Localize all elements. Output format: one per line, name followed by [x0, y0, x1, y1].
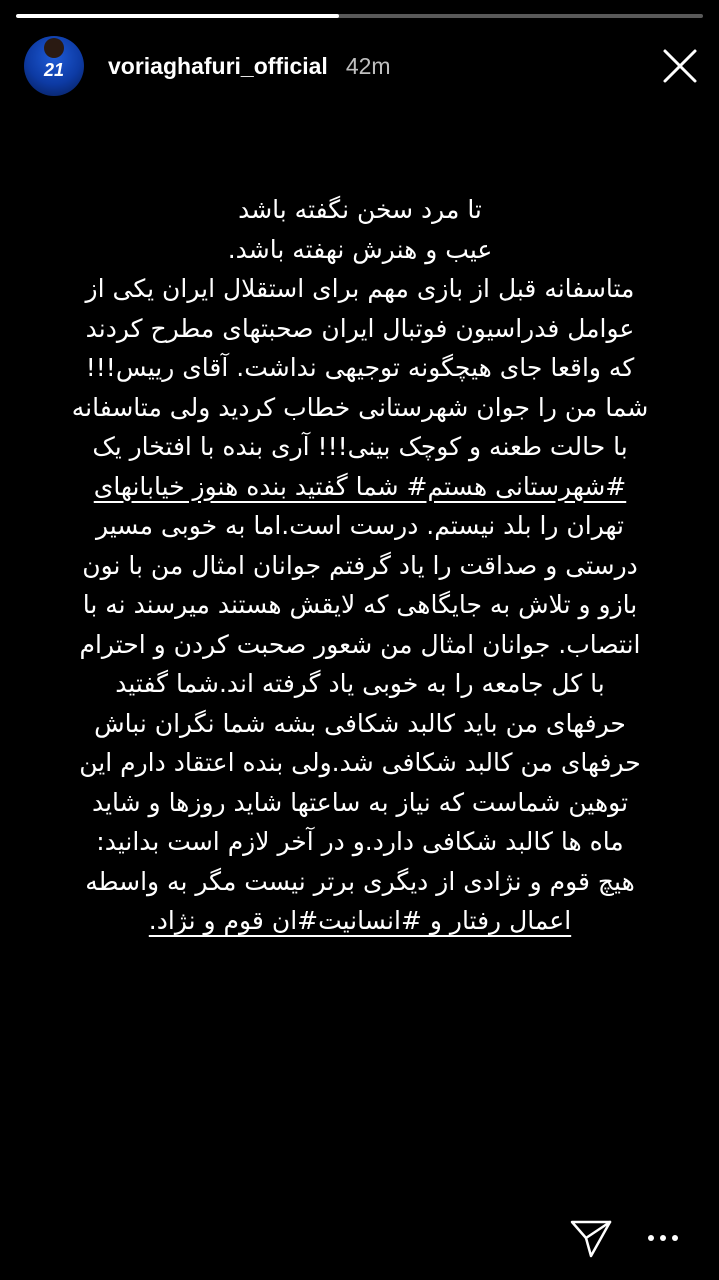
story-text-line: بازو و تلاش به جایگاهی که لایقش هستند میرسند نه با — [82, 590, 638, 619]
story-text-line: که واقعا جای هیچگونه توجیهی نداشت. آقای رییس!!! — [85, 353, 635, 382]
close-icon — [662, 48, 698, 84]
story-text-line: اعمال رفتار و #انسانیت#ان قوم و نژاد. — [148, 906, 572, 935]
more-button[interactable] — [640, 1215, 686, 1261]
story-text-line: با حالت طعنه و کوچک بینی!!! آری بنده با افتخار یک — [92, 432, 628, 461]
story-text-line: درستی و صداقت را یاد گرفتم جوانان امثال من با نون — [82, 550, 638, 580]
story-text-line: عوامل فدراسیون فوتبال ایران صحبتهای مطرح کردند — [85, 313, 635, 343]
username[interactable]: voriaghafuri_official — [108, 52, 328, 79]
story-text-line: شما من را جوان شهرستانی خطاب کردید ولی متاسفانه — [71, 392, 649, 422]
avatar-jersey-number: 21 — [43, 60, 65, 80]
avatar-head — [44, 38, 64, 58]
story-text-line: انتصاب. جوانان امثال من شعور صحبت کردن و احترام — [79, 629, 641, 659]
story-text-line: با کل جامعه را به خوبی یاد گرفته اند.شما گفتید — [115, 669, 605, 698]
story-text-line: ماه ها کالبد شکافی دارد.و در آخر لازم است بدانید: — [96, 827, 624, 856]
story-text-line: #شهرستانی هستم# شما گفتید بنده هنوز خیابانهای — [93, 471, 627, 501]
send-button[interactable] — [568, 1215, 614, 1261]
story-text — [28, 190, 692, 941]
story-text-line: هیچ قوم و نژادی از دیگری برتر نیست مگر به واسطه — [85, 866, 635, 896]
story-progress-fill — [16, 14, 339, 18]
paper-plane-icon — [569, 1216, 613, 1260]
story-text-line: عیب و هنرش نهفته باشد. — [227, 234, 493, 264]
story-text-line: حرفهای من باید کالبد شکافی بشه شما نگران نباش — [94, 708, 626, 738]
story-header — [24, 34, 704, 98]
story-text-line: متاسفانه قبل از بازی مهم برای استقلال ایران یکی از — [85, 274, 635, 303]
story-text-line: حرفهای من کالبد شکافی شد.ولی بنده اعتقاد دارم این — [79, 748, 641, 777]
timestamp: 42m — [345, 52, 391, 79]
avatar[interactable] — [24, 36, 84, 96]
more-dots-icon — [647, 1233, 679, 1243]
story-progress-bar — [16, 14, 703, 18]
story-text-line: توهین شماست که نیاز به ساعتها شاید روزها و شاید — [91, 787, 629, 817]
story-text-line: تا مرد سخن نگفته باشد — [238, 195, 482, 224]
close-button[interactable] — [654, 40, 706, 92]
story-text-line: تهران را بلد نیستم. درست است.اما به خوبی مسیر — [95, 511, 625, 540]
